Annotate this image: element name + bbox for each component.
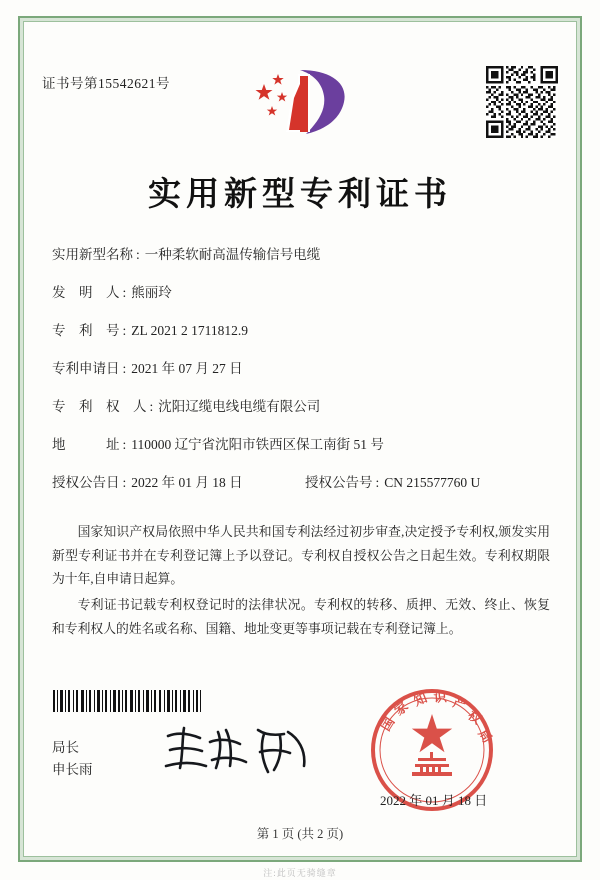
svg-text:权: 权 bbox=[464, 708, 484, 728]
field-label-inventor: 发 明 人 bbox=[52, 285, 120, 300]
field-value-patent-number: ZL 2021 2 1711812.9 bbox=[131, 323, 249, 338]
field-separator: : bbox=[122, 437, 127, 452]
field-value-grant-date: 2022 年 01 月 18 日 bbox=[131, 475, 243, 490]
page-title: 实用新型专利证书 bbox=[148, 174, 452, 213]
body-paragraph-1: 国家知识产权局依照中华人民共和国专利法经过初步审查,决定授予专利权,颁发实用新型专利证书并在专利登记簿上予以登记。专利权自授权公告之日起生效。专利权期限为十年,自申请日起算。 bbox=[52, 525, 550, 587]
certificate-number: 证书号第15542621号 bbox=[42, 76, 170, 91]
director-name: 申长雨 bbox=[52, 762, 93, 778]
field-row-inventor bbox=[52, 281, 552, 319]
field-label-address: 地 址 bbox=[52, 437, 120, 452]
field-label-application-date: 专利申请日 bbox=[52, 361, 120, 376]
field-row-address bbox=[52, 433, 552, 471]
patent-office-logo-icon bbox=[248, 66, 358, 138]
svg-text:局: 局 bbox=[474, 726, 495, 747]
footer-note: 注:此页无骑缝章 bbox=[263, 868, 337, 878]
seal-date: 2022 年 01 月 18 日 bbox=[380, 793, 488, 808]
field-value-inventor: 熊丽玲 bbox=[131, 285, 172, 300]
director-label: 局长 bbox=[52, 740, 79, 755]
svg-text:国: 国 bbox=[378, 715, 399, 735]
field-row-patent-number bbox=[52, 319, 552, 357]
barcode-icon bbox=[52, 690, 202, 712]
svg-text:知: 知 bbox=[411, 690, 430, 710]
field-row-grant-announcement bbox=[52, 471, 552, 509]
svg-text:产: 产 bbox=[450, 695, 468, 714]
field-separator: : bbox=[122, 361, 127, 376]
field-label-invention-name: 实用新型名称 bbox=[52, 247, 133, 262]
field-label-patentee: 专 利 权 人 bbox=[52, 399, 147, 414]
field-separator: : bbox=[122, 475, 127, 490]
field-value-grant-number: CN 215577760 U bbox=[384, 475, 481, 490]
svg-text:识: 识 bbox=[433, 690, 448, 706]
certificate-body bbox=[52, 521, 550, 643]
field-value-address: 110000 辽宁省沈阳市铁西区保工南街 51 号 bbox=[131, 437, 384, 452]
page-number: 第 1 页 (共 2 页) bbox=[256, 827, 344, 841]
field-value-patentee: 沈阳辽缆电线电缆有限公司 bbox=[158, 399, 321, 414]
field-separator: : bbox=[149, 399, 154, 414]
field-value-application-date: 2021 年 07 月 27 日 bbox=[131, 361, 243, 376]
field-row-patentee bbox=[52, 395, 552, 433]
field-separator: : bbox=[122, 285, 127, 300]
certificate-fields bbox=[52, 243, 552, 509]
field-separator: : bbox=[136, 247, 140, 262]
director-handwritten-signature bbox=[160, 722, 320, 782]
field-separator: : bbox=[375, 475, 380, 490]
field-label-grant-number: 授权公告号 bbox=[305, 475, 373, 490]
field-label-grant-date: 授权公告日 bbox=[52, 475, 120, 490]
svg-text:家: 家 bbox=[391, 699, 412, 720]
field-row-application-date bbox=[52, 357, 552, 395]
field-value-invention-name: 一种柔软耐高温传输信号电缆 bbox=[144, 247, 321, 262]
grant-announcement-number-group bbox=[305, 471, 480, 491]
field-separator: : bbox=[122, 323, 127, 338]
body-paragraph-2: 专利证书记载专利权登记时的法律状况。专利权的转移、质押、无效、终止、恢复和专利权人的姓名或名称、国籍、地址变更等事项记载在专利登记簿上。 bbox=[52, 598, 550, 636]
qr-code-icon bbox=[486, 66, 558, 138]
field-row-invention-name bbox=[52, 243, 552, 281]
signature-block bbox=[52, 737, 93, 782]
field-label-patent-number: 专 利 号 bbox=[52, 323, 120, 338]
